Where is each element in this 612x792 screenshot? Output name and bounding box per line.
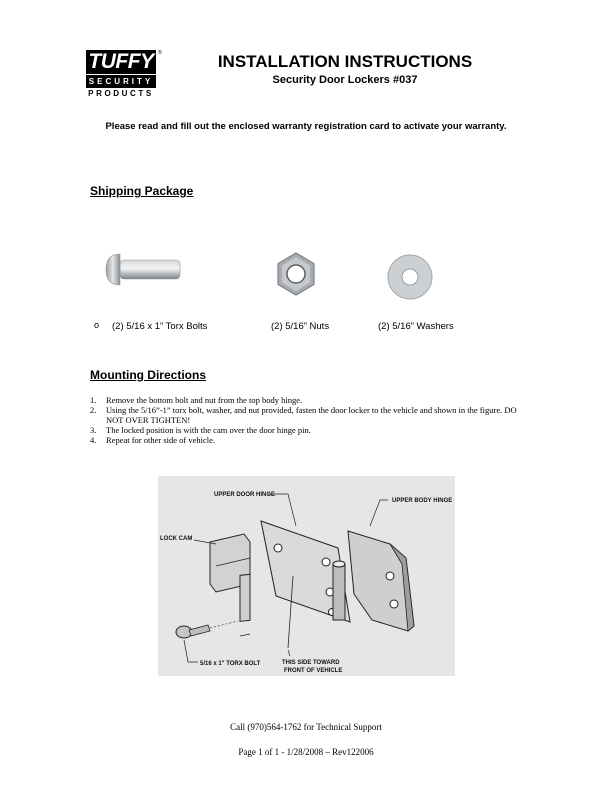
- shipping-heading: Shipping Package: [90, 184, 194, 198]
- bolts-caption: (2) 5/16 x 1” Torx Bolts: [112, 321, 208, 332]
- page-info: Page 1 of 1 - 1/28/2008 – Rev122006: [238, 747, 374, 757]
- label-this-side-1: THIS SIDE TOWARD: [282, 660, 340, 666]
- logo-brand: TUFFY: [86, 50, 156, 74]
- mounting-steps: [90, 395, 530, 445]
- label-this-side-2: FRONT OF VEHICLE: [284, 668, 343, 674]
- mounting-heading: Mounting Directions: [90, 368, 206, 382]
- nuts-caption: (2) 5/16” Nuts: [271, 321, 330, 332]
- list-item: 2. Using the 5/16”-1” torx bolt, washer, and nut provided, fasten the door locker to the vehicle and shown in the figure. DO NOT OVER TIGHTEN!: [90, 405, 517, 425]
- list-item: 3. The locked position is with the cam over the door hinge pin.: [90, 425, 311, 435]
- label-upper-body-hinge: UPPER BODY HINGE: [392, 498, 453, 504]
- installation-figure: [158, 476, 455, 676]
- label-upper-door-hinge: UPPER DOOR HINGE: [214, 492, 276, 498]
- hex-nut-icon: [272, 250, 320, 298]
- logo-reg-mark: ®: [158, 50, 162, 56]
- label-lock-cam: LOCK CAM: [160, 536, 193, 542]
- washers-caption: (2) 5/16” Washers: [378, 321, 454, 332]
- logo-security: SECURITY: [86, 74, 156, 88]
- label-torx-bolt: 5/16 x 1" TORX BOLT: [200, 661, 261, 667]
- tuffy-logo: [86, 50, 162, 102]
- list-bullet: o: [94, 320, 100, 330]
- list-item: 1. Remove the bottom bolt and nut from the top body hinge.: [90, 395, 303, 405]
- warranty-notice: Please read and fill out the enclosed warranty registration card to activate your warranty.: [105, 121, 507, 132]
- support-line: Call (970)564-1762 for Technical Support: [230, 722, 382, 732]
- logo-products: PRODUCTS: [88, 89, 154, 98]
- page-subtitle: Security Door Lockers #037: [272, 74, 418, 86]
- washer-icon: [385, 253, 435, 301]
- torx-bolt-icon: [104, 250, 184, 290]
- list-item: 4. Repeat for other side of vehicle.: [90, 435, 216, 445]
- page-title: INSTALLATION INSTRUCTIONS: [217, 52, 473, 71]
